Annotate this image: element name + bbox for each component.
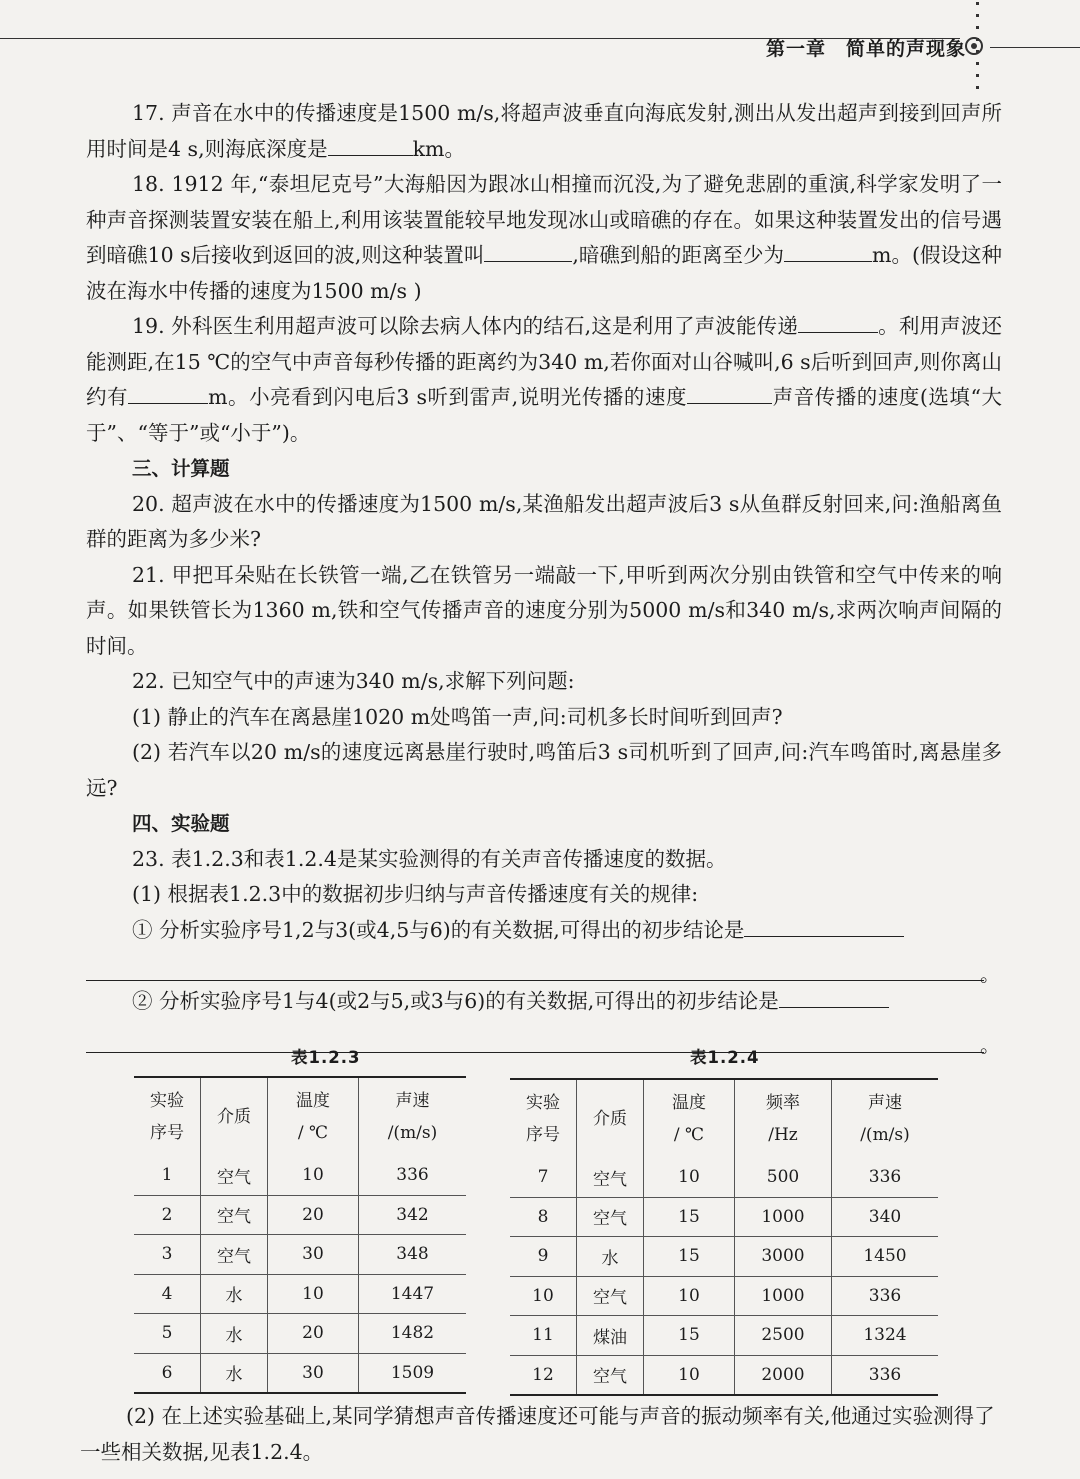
answer-blank[interactable] <box>779 985 889 1008</box>
header-cell: 频率 /Hz <box>735 1079 832 1158</box>
table-cell: 5 <box>134 1314 201 1354</box>
table-cell: 4 <box>134 1274 201 1314</box>
table-cell: 空气 <box>201 1156 268 1195</box>
table-cell: 15 <box>644 1316 735 1356</box>
table-cell: 1509 <box>359 1353 467 1393</box>
question-23-conclusion-2: ② 分析实验序号1与4(或2与5,或3与6)的有关数据,可得出的初步结论是 <box>86 984 1002 1020</box>
table-cell: 30 <box>268 1353 359 1393</box>
table-cell: 336 <box>832 1158 939 1197</box>
answer-blank[interactable] <box>128 381 208 404</box>
table-row <box>510 1237 938 1277</box>
table-cell: 336 <box>832 1276 939 1316</box>
table-cell: 15 <box>644 1197 735 1237</box>
question-17: 17. 声音在水中的传播速度是1500 m/s,将超声波垂直向海底发射,测出从发出超声到接到回声所用时间是4 s,则海底深度是 km。 <box>86 101 1002 161</box>
question-21: 21. 甲把耳朵贴在长铁管一端,乙在铁管另一端敲一下,甲听到两次分别由铁管和空气中传来的响声。如果铁管长为1360 m,铁和空气传播声音的速度分别为5000 m/s和340 m/s,求两次响声间隔的时间。 <box>86 562 1002 658</box>
table-cell: 1 <box>134 1156 201 1195</box>
question-23-sub1: (1) 根据表1.2.3中的数据初步归纳与声音传播速度有关的规律: <box>132 882 699 906</box>
table-cell: 3000 <box>735 1237 832 1277</box>
table-cell: 2 <box>134 1195 201 1235</box>
table-cell: 336 <box>359 1156 467 1195</box>
page-body <box>86 96 1002 1056</box>
header-cell: 实验 序号 <box>150 1091 184 1143</box>
answer-blank[interactable] <box>328 133 413 156</box>
table-row <box>510 1316 938 1356</box>
answer-line[interactable]: 。 <box>86 948 984 981</box>
answer-blank[interactable] <box>784 239 872 262</box>
table-cell: 348 <box>359 1235 467 1275</box>
question-23-conclusion-1: ① 分析实验序号1,2与3(或4,5与6)的有关数据,可得出的初步结论是 <box>86 913 1002 949</box>
table-row <box>510 1276 938 1316</box>
section-heading-calculation: 三、计算题 <box>132 457 230 480</box>
table-cell: 20 <box>268 1314 359 1354</box>
question-20: 20. 超声波在水中的传播速度为1500 m/s,某渔船发出超声波后3 s从鱼群反射回来,问:渔船离鱼群的距离为多少米? <box>86 491 1002 551</box>
header-cell: 介质 <box>577 1079 644 1158</box>
table-row <box>134 1156 466 1195</box>
table-header-row <box>510 1079 938 1158</box>
table-cell: 10 <box>644 1276 735 1316</box>
table-cell: 340 <box>832 1197 939 1237</box>
table-cell: 336 <box>832 1355 939 1395</box>
table-row <box>510 1158 938 1197</box>
header-cell: 温度 / ℃ <box>268 1077 359 1156</box>
table-cell: 水 <box>577 1237 644 1277</box>
table-cell: 15 <box>644 1237 735 1277</box>
question-23-part2: (2) 在上述实验基础上,某同学猜想声音传播速度还可能与声音的振动频率有关,他通过实验测得了一些相关数据,见表1.2.4。 <box>80 1404 995 1464</box>
table-cell: 空气 <box>201 1235 268 1275</box>
table-cell: 空气 <box>201 1195 268 1235</box>
table-row <box>134 1314 466 1354</box>
table-cell: 10 <box>510 1276 577 1316</box>
answer-blank[interactable] <box>687 381 772 404</box>
table-cell: 空气 <box>577 1158 644 1197</box>
table-row <box>134 1353 466 1393</box>
table-cell: 8 <box>510 1197 577 1237</box>
table-cell: 342 <box>359 1195 467 1235</box>
answer-line[interactable]: 。 <box>86 1020 984 1053</box>
table-2-title: 表1.2.4 <box>690 1048 760 1067</box>
table-cell: 空气 <box>577 1355 644 1395</box>
question-22-sub2: (2) 若汽车以20 m/s的速度远离悬崖行驶时,鸣笛后3 s司机听到了回声,问:汽车鸣笛时,离悬崖多远? <box>86 740 1002 800</box>
table-1-2-3 <box>134 1076 466 1394</box>
table-1-2-4 <box>510 1078 938 1396</box>
table-cell: 2000 <box>735 1355 832 1395</box>
answer-blank[interactable] <box>744 914 904 937</box>
table-cell: 空气 <box>577 1197 644 1237</box>
table-cell: 水 <box>201 1353 268 1393</box>
answer-blank[interactable] <box>798 310 878 333</box>
table-cell: 空气 <box>577 1276 644 1316</box>
question-23-stem: 23. 表1.2.3和表1.2.4是某实验测得的有关声音传播速度的数据。 <box>132 846 727 871</box>
table-row <box>510 1197 938 1237</box>
target-icon <box>965 37 983 55</box>
table-cell: 500 <box>735 1158 832 1197</box>
running-header <box>766 34 966 61</box>
section-heading-experiment: 四、实验题 <box>132 812 230 835</box>
table-cell: 1447 <box>359 1274 467 1314</box>
table-cell: 1000 <box>735 1197 832 1237</box>
table-cell: 煤油 <box>577 1316 644 1356</box>
table-cell: 1450 <box>832 1237 939 1277</box>
question-18: 18. 1912 年,“泰坦尼克号”大海船因为跟冰山相撞而沉没,为了避免悲剧的重演,科学家发明了一种声音探测装置安装在船上,利用该装置能较早地发现冰山或暗礁的存在。如果这种装置发出的信号遇到暗礁10 s后接收到返回的波,则这种装置叫 ,暗礁到船的距离至少为 m。(假设这种波在海水中传播的速度为1500 m/s ) <box>86 172 1003 303</box>
table-row <box>134 1274 466 1314</box>
question-22-stem: 22. 已知空气中的声速为340 m/s,求解下列问题: <box>132 669 575 693</box>
table-cell: 7 <box>510 1158 577 1197</box>
question-22-sub1: (1) 静止的汽车在离悬崖1020 m处鸣笛一声,问:司机多长时间听到回声? <box>132 704 783 729</box>
table-row <box>134 1235 466 1275</box>
table-cell: 2500 <box>735 1316 832 1356</box>
table-cell: 3 <box>134 1235 201 1275</box>
table-cell: 水 <box>201 1314 268 1354</box>
answer-blank[interactable] <box>484 239 572 262</box>
table-header-row <box>134 1077 466 1156</box>
table-cell: 30 <box>268 1235 359 1275</box>
table-1-title: 表1.2.3 <box>291 1048 361 1067</box>
header-rule-right <box>990 47 1080 48</box>
table-cell: 12 <box>532 1364 554 1385</box>
table-cell: 1482 <box>359 1314 467 1354</box>
table-row <box>134 1195 466 1235</box>
table-cell: 6 <box>161 1362 173 1383</box>
chapter-title: 简单的声现象 <box>846 38 967 60</box>
table-cell: 10 <box>268 1156 359 1195</box>
table-cell: 水 <box>201 1274 268 1314</box>
header-cell: 声速 /(m/s) <box>359 1077 467 1156</box>
header-cell: 实验 序号 <box>526 1093 560 1145</box>
table-cell: 20 <box>268 1195 359 1235</box>
header-cell: 声速 /(m/s) <box>832 1079 939 1158</box>
table-cell: 10 <box>644 1355 735 1395</box>
table-cell: 1000 <box>735 1276 832 1316</box>
question-19: 19. 外科医生利用超声波可以除去病人体内的结石,这是利用了声波能传递 。利用声波还能测距,在15 ℃的空气中声音每秒传播的距离约为340 m,若你面对山谷喊叫,6 s后听到回声,则你离山约有 m。小亮看到闪电后3 s听到雷声,说明光传播的速度 声音传播的速度(选填“大于”、“等于”或“小于”)。 <box>86 309 1002 451</box>
table-cell: 10 <box>644 1158 735 1197</box>
table-cell: 11 <box>510 1316 577 1356</box>
chapter-number: 第一章 <box>766 38 827 60</box>
table-cell: 10 <box>268 1274 359 1314</box>
table-row <box>510 1355 938 1395</box>
table-cell: 1324 <box>832 1316 939 1356</box>
header-cell: 介质 <box>201 1077 268 1156</box>
header-cell: 温度 / ℃ <box>644 1079 735 1158</box>
table-cell: 9 <box>510 1237 577 1277</box>
